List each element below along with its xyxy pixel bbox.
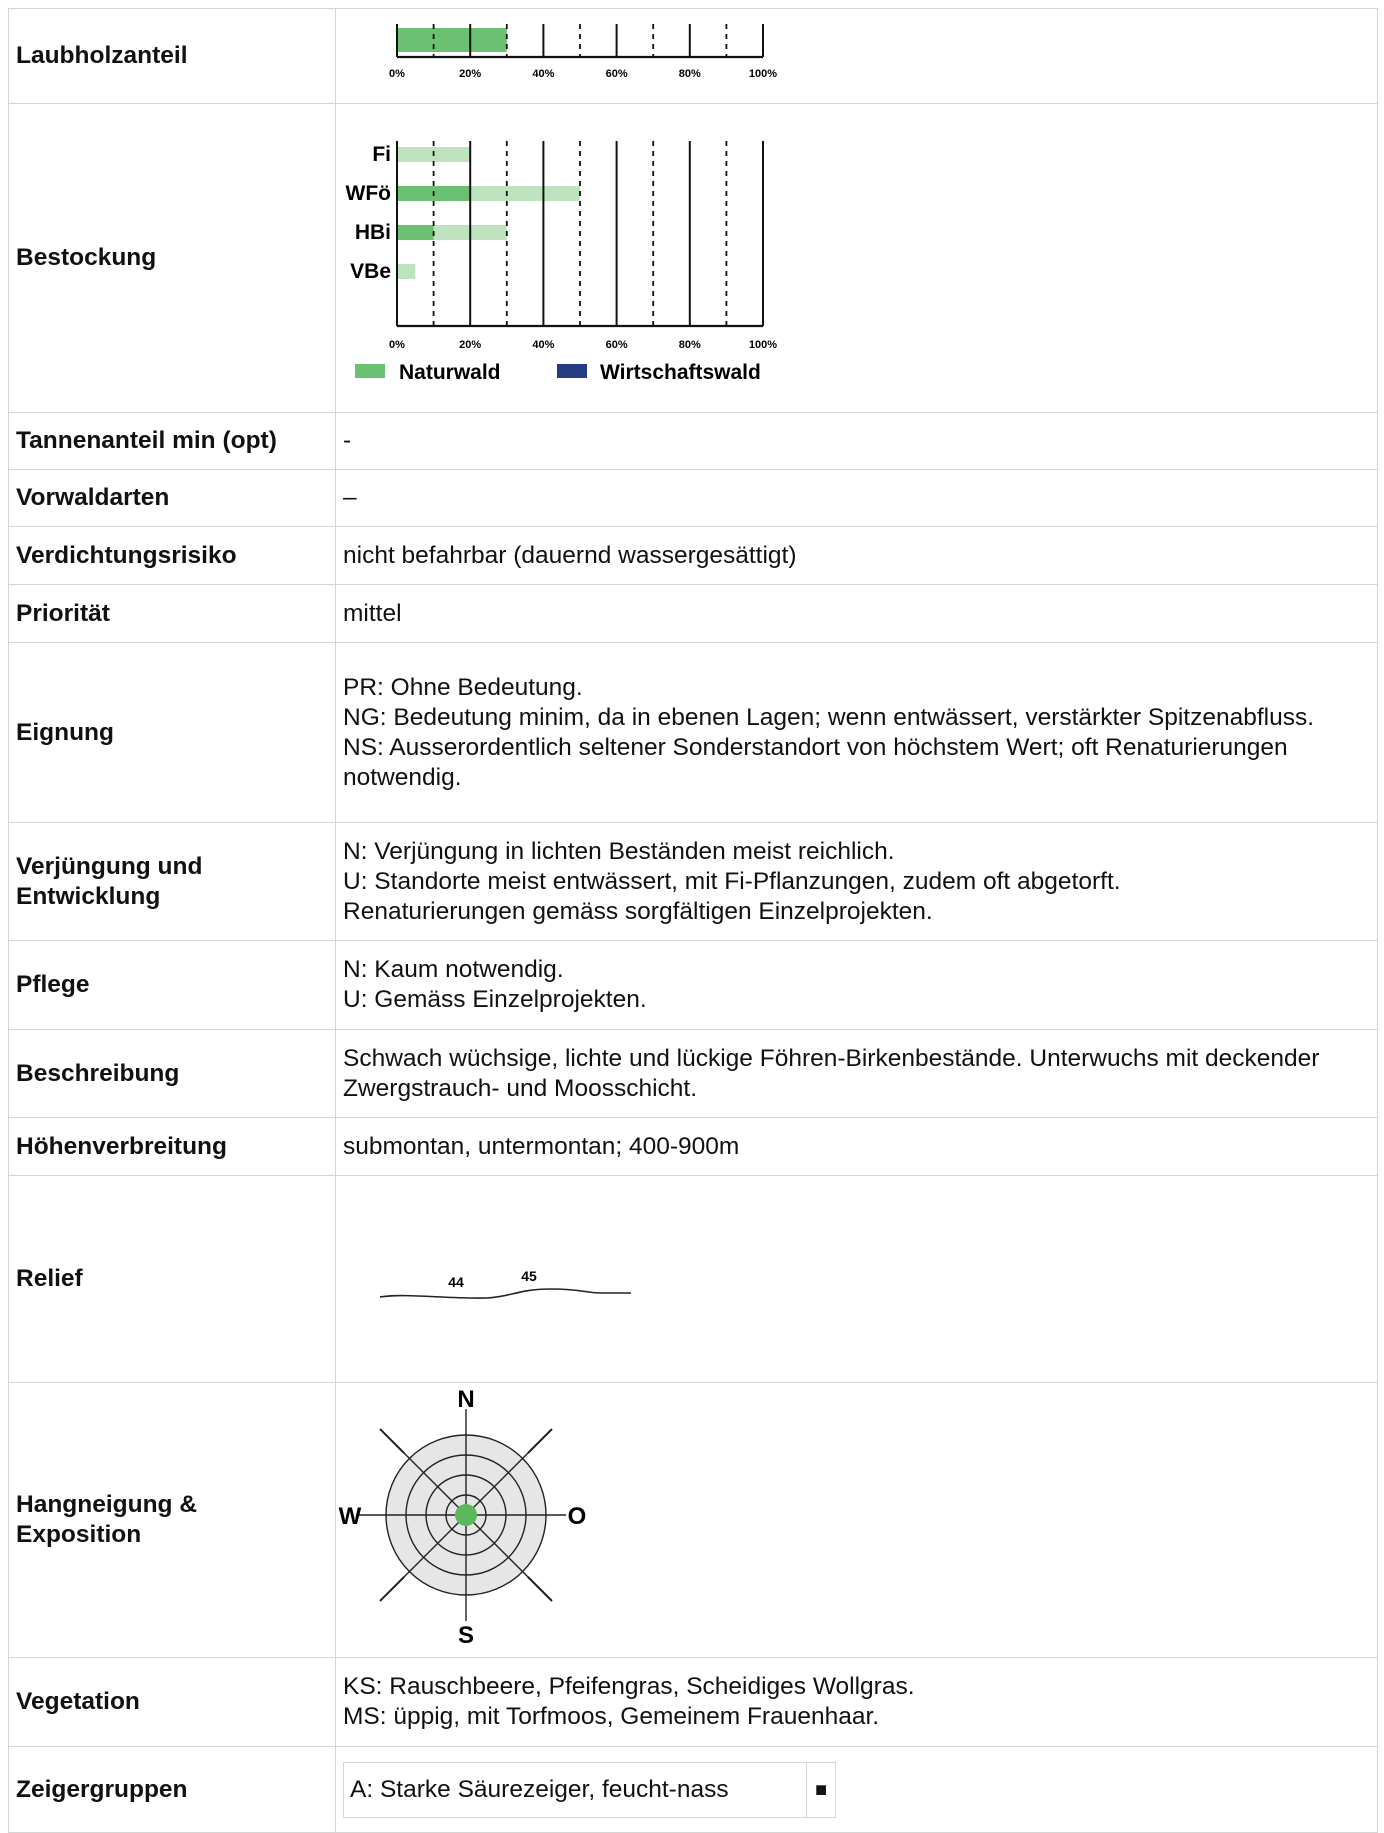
compass-s: S: [457, 1622, 475, 1649]
x-tick-label: 20%: [459, 339, 482, 351]
row-vegetation: [9, 1658, 1378, 1747]
x-tick-label: 100%: [748, 339, 778, 351]
row-hoehenverbreitung: [9, 1118, 1378, 1176]
exposition-compass: [336, 1383, 596, 1649]
pflege-line: U: Gemäss Einzelprojekten.: [343, 986, 647, 1013]
row-prioritaet: [9, 585, 1378, 643]
vegetation-line: MS: üppig, mit Torfmoos, Gemeinem Frauenhaar.: [343, 1703, 880, 1730]
compass-center-marker: [455, 1504, 477, 1526]
pflege-line: N: Kaum notwendig.: [343, 956, 564, 983]
eignung-line: PR: Ohne Bedeutung.: [343, 673, 583, 701]
legend-swatch-wirtschaftswald: [557, 364, 587, 378]
row-label: Höhenverbreitung: [9, 1118, 336, 1176]
row-label: Bestockung: [9, 104, 336, 413]
row-label: Beschreibung: [9, 1030, 336, 1118]
x-tick-label: 40%: [532, 68, 555, 80]
x-tick-label: 0%: [389, 68, 405, 80]
row-value: [336, 941, 1378, 1030]
x-tick-label: 100%: [748, 68, 778, 80]
row-value: submontan, untermontan; 400-900m: [336, 1118, 1378, 1176]
relief-mark-45: 45: [521, 1268, 537, 1284]
x-tick-label: 80%: [678, 68, 701, 80]
natur-range-bar: [470, 186, 580, 201]
row-label: Verjüngung und Entwicklung: [9, 823, 336, 941]
verjuengung-line: N: Verjüngung in lichten Beständen meist reichlich.: [343, 837, 895, 865]
row-value: -: [336, 413, 1378, 470]
row-relief: [9, 1176, 1378, 1383]
row-bestockung: [9, 104, 1378, 413]
row-value: [336, 823, 1378, 941]
compass-w: W: [338, 1503, 362, 1530]
row-label: Hangneigung & Exposition: [9, 1383, 336, 1658]
row-label: Zeigergruppen: [9, 1747, 336, 1833]
compass-o: O: [567, 1503, 587, 1530]
x-tick-label: 20%: [459, 68, 482, 80]
row-zeigergruppen: [9, 1747, 1378, 1833]
compass-n: N: [457, 1386, 475, 1413]
species-label: WFö: [345, 182, 391, 205]
row-label: Laubholzanteil: [9, 9, 336, 104]
row-label: Eignung: [9, 643, 336, 823]
row-tannenanteil: [9, 413, 1378, 470]
compass-diagonal-ext: [380, 1577, 404, 1601]
row-label: Priorität: [9, 585, 336, 643]
row-value: –: [336, 470, 1378, 527]
row-label: Pflege: [9, 941, 336, 1030]
natur-minimum-bar: [397, 225, 434, 240]
legend-label-naturwald: Naturwald: [399, 361, 501, 384]
row-vorwaldarten: [9, 470, 1378, 527]
row-laubholzanteil: [9, 9, 1378, 104]
legend-label-wirtschaftswald: Wirtschaftswald: [600, 361, 761, 384]
relief-profile: [336, 1215, 636, 1335]
x-tick-label: 40%: [532, 339, 555, 351]
relief-mark-44: 44: [448, 1274, 464, 1290]
row-verjuengung: [9, 823, 1378, 941]
compass-diagonal-ext: [528, 1429, 552, 1453]
site-profile-table: [8, 8, 1378, 1833]
laubholzanteil-chart: [336, 9, 778, 95]
bestockung-chart: [336, 104, 796, 404]
row-beschreibung: [9, 1030, 1378, 1118]
row-value: Schwach wüchsige, lichte und lückige Föhren-Birkenbestände. Unterwuchs mit deckender Zwergstrauch- und Moosschicht.: [336, 1030, 1378, 1118]
row-eignung: [9, 643, 1378, 823]
x-tick-label: 60%: [605, 68, 628, 80]
x-tick-label: 60%: [605, 339, 628, 351]
row-pflege: [9, 941, 1378, 1030]
x-tick-label: 0%: [389, 339, 405, 351]
verjuengung-line: U: Standorte meist entwässert, mit Fi-Pflanzungen, zudem oft abgetorft.: [343, 867, 1121, 895]
row-hangneigung: [9, 1383, 1378, 1658]
row-value: mittel: [336, 585, 1378, 643]
row-value: nicht befahrbar (dauernd wassergesättigt): [336, 527, 1378, 585]
row-label: Tannenanteil min (opt): [9, 413, 336, 470]
row-value: [336, 1658, 1378, 1747]
relief-line: [380, 1289, 631, 1298]
species-label: Fi: [372, 143, 391, 166]
verjuengung-line: Renaturierungen gemäss sorgfältigen Einzelprojekten.: [343, 897, 933, 925]
eignung-line: NS: Ausserordentlich seltener Sonderstandort von höchstem Wert; oft Renaturierungen notwendig.: [343, 733, 1288, 791]
x-tick-label: 80%: [678, 339, 701, 351]
natur-range-bar: [397, 264, 415, 279]
species-label: HBi: [354, 221, 391, 244]
vegetation-line: KS: Rauschbeere, Pfeifengras, Scheidiges Wollgras.: [343, 1673, 915, 1700]
zeigergruppe-label: A: Starke Säurezeiger, feucht-nass: [344, 1763, 807, 1817]
laubholz-bar: [397, 28, 507, 52]
compass-diagonal-ext: [528, 1577, 552, 1601]
square-marker-icon: ■: [814, 1778, 828, 1801]
compass-diagonal-ext: [380, 1429, 404, 1453]
row-verdichtungsrisiko: [9, 527, 1378, 585]
eignung-line: NG: Bedeutung minim, da in ebenen Lagen; wenn entwässert, verstärkter Spitzenabfluss.: [343, 703, 1315, 731]
row-value: [336, 643, 1378, 823]
row-label: Vegetation: [9, 1658, 336, 1747]
row-label: Relief: [9, 1176, 336, 1383]
row-label: Vorwaldarten: [9, 470, 336, 527]
species-label: VBe: [350, 260, 391, 283]
legend-swatch-naturwald: [355, 364, 385, 378]
row-label: Verdichtungsrisiko: [9, 527, 336, 585]
zeigergruppe-item: [343, 1762, 836, 1818]
